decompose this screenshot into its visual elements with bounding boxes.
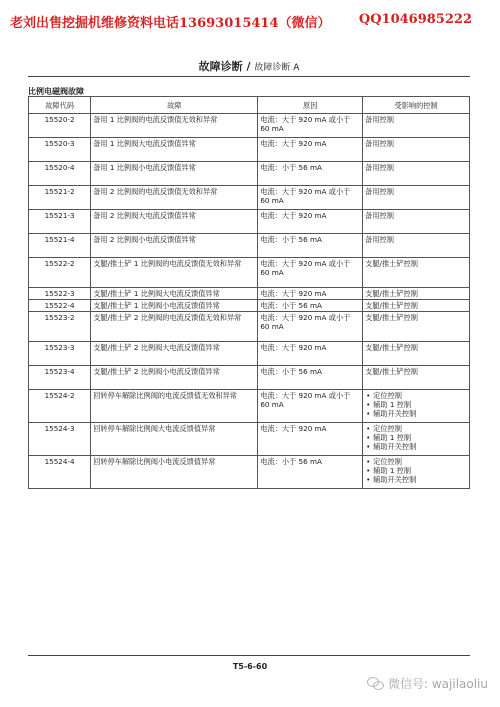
affected-control-item: • 辅助 1 控制 [373,466,467,475]
table-row [29,366,470,390]
affected-control-cell [363,114,470,138]
page-header [28,58,470,77]
fault-code-cell: 15521-4 [29,234,91,258]
cause-cell: 电流：大于 920 mA [258,423,363,456]
fault-description-cell: 备用 1 比例阀大电流反馈值异常 [91,138,258,162]
banner-qq-text: QQ1046985222 [358,12,472,27]
cause-cell: 电流：大于 920 mA 或小于 60 mA [258,390,363,423]
table-body [29,114,470,489]
cause-cell: 电流：大于 920 mA 或小于 60 mA [258,186,363,210]
table-row [29,423,470,456]
affected-control-item: • 定位控制 [373,391,467,400]
affected-control-cell [363,210,470,234]
affected-control-cell [363,312,470,342]
fault-description-cell: 支腿/推土铲 2 比例阀大电流反馈值异常 [91,342,258,366]
cause-cell: 电流：小于 56 mA [258,300,363,312]
affected-control-item: • 辅助 1 控制 [373,400,467,409]
affected-control-cell [363,234,470,258]
fault-description-cell: 支腿/推土铲 1 比例阀的电流反馈值无效和异常 [91,258,258,288]
fault-description-cell: 支腿/推土铲 1 比例阀小电流反馈值异常 [91,300,258,312]
cause-cell: 电流：小于 56 mA [258,366,363,390]
affected-control-cell [363,423,470,456]
affected-control-item: • 定位控制 [373,457,467,466]
affected-control-item: 支腿/推土铲控制 [365,313,418,322]
affected-control-item: • 辅助开关控制 [373,475,467,484]
page-number: T5-6-60 [232,662,268,671]
fault-code-cell: 15520-3 [29,138,91,162]
page-subtitle: 故障诊断 A [254,63,300,73]
affected-control-cell [363,390,470,423]
affected-control-item: 备用控制 [365,235,394,244]
affected-control-item: 支腿/推土铲控制 [365,343,418,352]
banner-left-text: 老刘出售挖掘机维修资料电话13693015414（微信） [10,16,331,31]
cause-cell: 电流：大于 920 mA 或小于 60 mA [258,312,363,342]
cause-cell: 电流：小于 56 mA [258,234,363,258]
affected-control-cell [363,300,470,312]
contact-banner [10,12,490,31]
fault-code-cell: 15523-4 [29,366,91,390]
fault-code-cell: 15523-2 [29,312,91,342]
fault-description-cell: 备用 2 比例阀小电流反馈值异常 [91,234,258,258]
fault-code-table [28,96,470,489]
cause-cell: 电流：大于 920 mA 或小于 60 mA [258,114,363,138]
table-row [29,342,470,366]
table-row [29,456,470,489]
affected-control-item: 支腿/推土铲控制 [365,259,418,268]
affected-control-item: 支腿/推土铲控制 [365,301,418,310]
affected-control-cell [363,342,470,366]
fault-description-cell: 支腿/推土铲 2 比例阀小电流反馈值异常 [91,366,258,390]
affected-control-item: 支腿/推土铲控制 [365,289,418,298]
header-separator: / [246,60,251,73]
footer-rule [28,655,470,656]
fault-description-cell: 回转停车解除比例阀小电流反馈值异常 [91,456,258,489]
table-header-row [29,97,470,114]
fault-code-cell: 15520-4 [29,162,91,186]
column-header-fault: 故障 [91,97,258,114]
affected-control-cell [363,138,470,162]
fault-code-cell: 15522-2 [29,258,91,288]
affected-control-cell [363,366,470,390]
column-header-affected: 受影响的控制 [363,97,470,114]
wechat-watermark [367,675,488,692]
table-row [29,390,470,423]
affected-control-cell [363,162,470,186]
fault-code-cell: 15524-3 [29,423,91,456]
table-row [29,114,470,138]
fault-description-cell: 回转停车解除比例阀的电流反馈值无效和异常 [91,390,258,423]
affected-control-cell [363,456,470,489]
fault-code-cell: 15522-3 [29,288,91,300]
fault-description-cell: 回转停车解除比例阀大电流反馈值异常 [91,423,258,456]
table-row [29,300,470,312]
fault-code-cell: 15523-3 [29,342,91,366]
fault-code-cell: 15524-2 [29,390,91,423]
table-row [29,312,470,342]
table-row [29,186,470,210]
affected-control-item: 备用控制 [365,139,394,148]
wechat-icon [367,676,385,690]
affected-control-item: 支腿/推土铲控制 [365,367,418,376]
table-row [29,234,470,258]
cause-cell: 电流：小于 56 mA [258,162,363,186]
fault-code-cell: 15521-3 [29,210,91,234]
cause-cell: 电流：小于 56 mA [258,456,363,489]
affected-control-cell [363,288,470,300]
fault-description-cell: 支腿/推土铲 1 比例阀大电流反馈值异常 [91,288,258,300]
affected-control-item: 备用控制 [365,163,394,172]
affected-control-item: 备用控制 [365,211,394,220]
affected-control-item: • 辅助开关控制 [373,409,467,418]
column-header-cause: 原因 [258,97,363,114]
table-row [29,162,470,186]
section-title: 比例电磁阀故障 [28,87,84,96]
affected-control-list [365,424,467,451]
fault-description-cell: 备用 2 比例阀大电流反馈值异常 [91,210,258,234]
affected-control-item: • 定位控制 [373,424,467,433]
affected-control-item: 备用控制 [365,115,394,124]
fault-description-cell: 备用 2 比例阀的电流反馈值无效和异常 [91,186,258,210]
table-row [29,288,470,300]
cause-cell: 电流：大于 920 mA [258,342,363,366]
affected-control-item: • 辅助 1 控制 [373,433,467,442]
fault-code-cell: 15522-4 [29,300,91,312]
fault-code-cell: 15521-2 [29,186,91,210]
table-row [29,138,470,162]
affected-control-list [365,457,467,484]
page-title: 故障诊断 [198,60,243,73]
cause-cell: 电流：大于 920 mA [258,288,363,300]
fault-code-cell: 15520-2 [29,114,91,138]
fault-description-cell: 备用 1 比例阀的电流反馈值无效和异常 [91,114,258,138]
cause-cell: 电流：大于 920 mA [258,138,363,162]
affected-control-list [365,391,467,418]
cause-cell: 电流：大于 920 mA 或小于 60 mA [258,258,363,288]
fault-description-cell: 支腿/推土铲 2 比例阀的电流反馈值无效和异常 [91,312,258,342]
table-row [29,210,470,234]
watermark-text: 微信号: wajilaoliu [388,677,488,691]
fault-code-cell: 15524-4 [29,456,91,489]
affected-control-item: • 辅助开关控制 [373,442,467,451]
affected-control-item: 备用控制 [365,187,394,196]
cause-cell: 电流：大于 920 mA [258,210,363,234]
table-row [29,258,470,288]
affected-control-cell [363,186,470,210]
affected-control-cell [363,258,470,288]
column-header-code: 故障代码 [29,97,91,114]
fault-description-cell: 备用 1 比例阀小电流反馈值异常 [91,162,258,186]
